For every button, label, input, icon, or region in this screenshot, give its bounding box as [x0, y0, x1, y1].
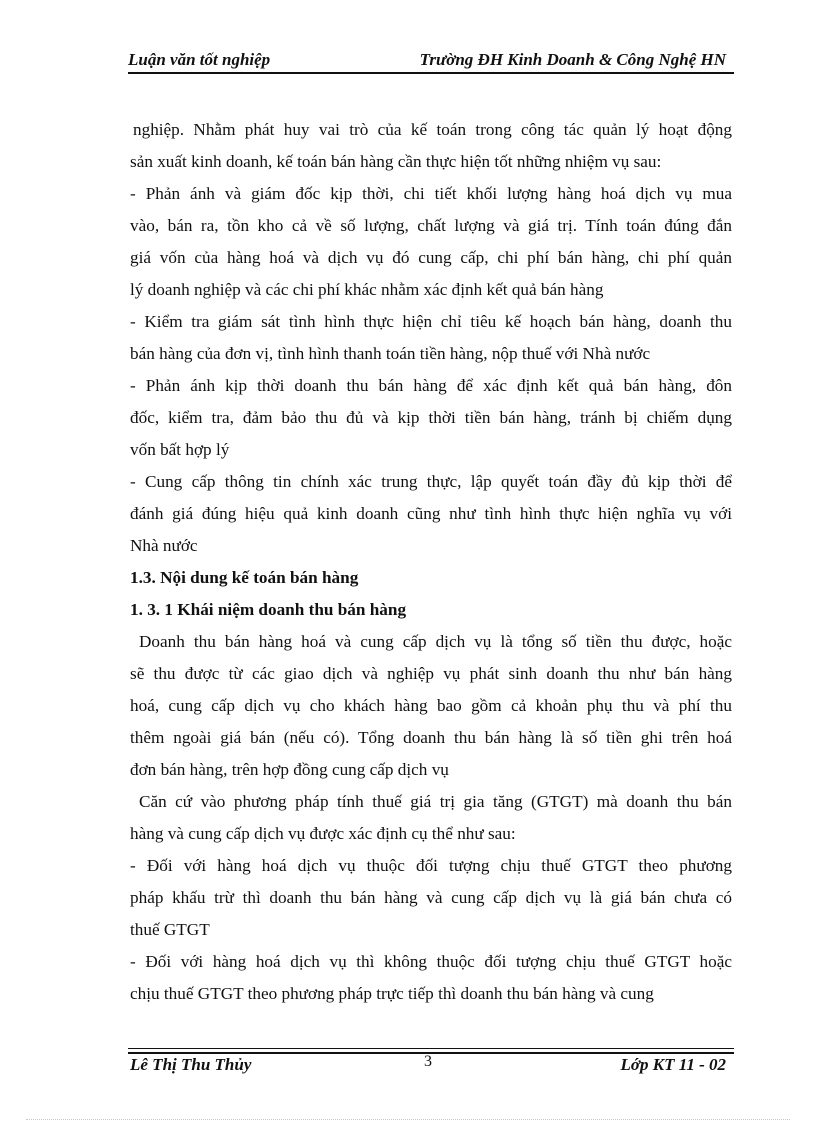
text-line: đánh giá đúng hiệu quả kinh doanh cũng như tình hình thực hiện nghĩa vụ với: [130, 504, 732, 523]
text-line: Nhà nước: [130, 536, 198, 555]
header-university-name: Trường ĐH Kinh Doanh & Công Nghệ HN: [419, 50, 726, 69]
header-thesis-title: Luận văn tốt nghiệp: [128, 50, 271, 69]
text-line: Căn cứ vào phương pháp tính thuế giá trị gia tăng (GTGT) mà doanh thu bán: [139, 792, 732, 811]
text-line: sản xuất kinh doanh, kế toán bán hàng cần thực hiện tốt những nhiệm vụ sau:: [130, 152, 662, 171]
text-line: nghiệp. Nhằm phát huy vai trò của kế toán trong công tác quản lý hoạt động: [133, 120, 732, 139]
text-line: đốc, kiểm tra, đảm bảo thu đủ và kịp thời tiền bán hàng, tránh bị chiếm dụng: [130, 408, 732, 427]
text-line: hoá, cung cấp dịch vụ cho khách hàng bao gồm cả khoản phụ thu và phí thu: [130, 696, 732, 715]
text-line: hàng và cung cấp dịch vụ được xác định cụ thể như sau:: [130, 824, 516, 843]
text-line: lý doanh nghiệp và các chi phí khác nhằm xác định kết quả bán hàng: [130, 280, 604, 299]
text-line: chịu thuế GTGT theo phương pháp trực tiếp thì doanh thu bán hàng và cung: [130, 984, 654, 1003]
footer-class: Lớp KT 11 - 02: [620, 1055, 726, 1074]
text-line: thêm ngoài giá bán (nếu có). Tổng doanh thu bán hàng là số tiền ghi trên hoá: [130, 728, 732, 747]
text-line: bán hàng của đơn vị, tình hình thanh toán tiền hàng, nộp thuế với Nhà nước: [130, 344, 651, 363]
text-line: - Kiểm tra giám sát tình hình thực hiện chỉ tiêu kế hoạch bán hàng, doanh thu: [130, 312, 732, 331]
text-line: giá vốn của hàng hoá và dịch vụ đó cung cấp, chi phí bán hàng, chi phí quản: [130, 248, 732, 267]
text-line: - Đối với hàng hoá dịch vụ thuộc đối tượng chịu thuế GTGT theo phương: [130, 856, 732, 875]
text-line: thuế GTGT: [130, 920, 210, 939]
text-line: đơn bán hàng, trên hợp đồng cung cấp dịch vụ: [130, 760, 449, 779]
page-bottom-dotted-border: [26, 1119, 790, 1120]
text-line: - Đối với hàng hoá dịch vụ thì không thuộc đối tượng chịu thuế GTGT hoặc: [130, 952, 732, 971]
text-line: - Phản ánh kịp thời doanh thu bán hàng để xác định kết quả bán hàng, đôn: [130, 376, 732, 395]
footer-author: Lê Thị Thu Thủy: [130, 1055, 252, 1074]
header-rule: [128, 72, 734, 74]
footer-rule-top: [128, 1048, 734, 1049]
text-line: - Cung cấp thông tin chính xác trung thực, lập quyết toán đầy đủ kịp thời để: [130, 472, 732, 491]
section-heading: 1.3. Nội dung kế toán bán hàng: [130, 568, 359, 587]
text-line: vào, bán ra, tồn kho cả về số lượng, chất lượng và giá trị. Tính toán đúng đắn: [130, 216, 732, 235]
text-line: pháp khấu trừ thì doanh thu bán hàng và cung cấp dịch vụ là giá bán chưa có: [130, 888, 732, 907]
text-line: - Phản ánh và giám đốc kịp thời, chi tiết khối lượng hàng hoá dịch vụ mua: [130, 184, 732, 203]
page-header: [128, 46, 734, 76]
text-line: Doanh thu bán hàng hoá và cung cấp dịch vụ là tổng số tiền thu được, hoặc: [139, 632, 732, 651]
text-line: sẽ thu được từ các giao dịch và nghiệp vụ phát sinh doanh thu như bán hàng: [130, 664, 732, 683]
page-number: 3: [424, 1053, 432, 1070]
document-body: [130, 114, 732, 1010]
subsection-heading: 1. 3. 1 Khái niệm doanh thu bán hàng: [130, 600, 407, 619]
text-line: vốn bất hợp lý: [130, 440, 230, 459]
